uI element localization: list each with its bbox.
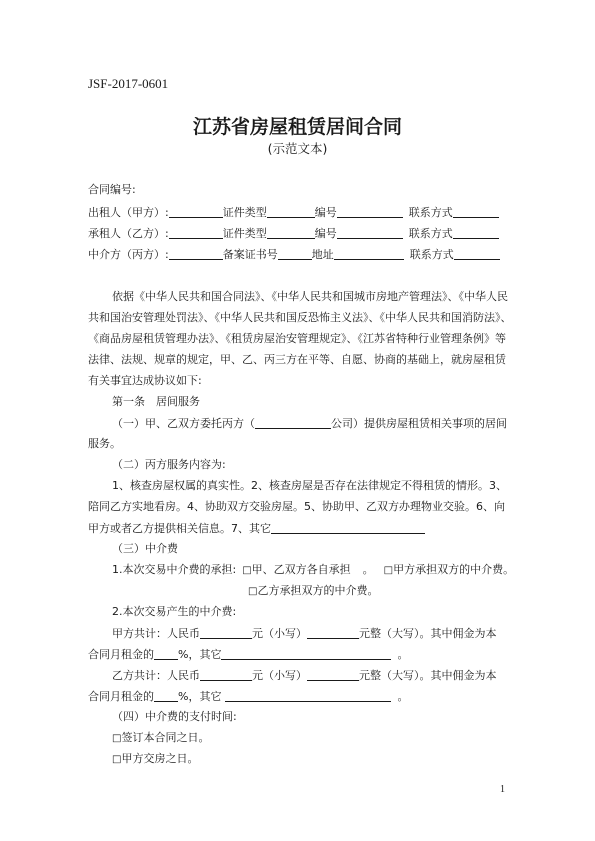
commission-mid: %，其它 [178, 648, 222, 661]
preamble-line: 共和国治安管理处罚法》、《中华人民共和国反恐怖主义法》、《中华人民共和国消防法》、 [88, 311, 512, 324]
preamble-line: 《商品房屋租赁管理办法》、《租赁房屋治安管理规定》、《江苏省特种行业管理条例》等 [88, 332, 506, 345]
fee-option-dot: 。 [362, 563, 374, 576]
checkbox-icon[interactable]: □ [112, 754, 122, 765]
agent-company-blank[interactable] [255, 416, 331, 429]
party-b-fee-lower-blank[interactable] [200, 668, 252, 681]
party-a-fee-pre: 甲方共计：人民币 [112, 627, 200, 640]
agent-contact-label: 联系方式 [409, 248, 454, 261]
commission-pre: 合同月租金的 [88, 648, 154, 661]
payment-option-signing [112, 731, 209, 746]
lessor-name-blank[interactable] [169, 205, 223, 218]
clause-2-last-line [88, 521, 425, 536]
checkbox-icon[interactable]: □ [242, 565, 252, 576]
fee-amount-heading: 2.本次交易产生的中介费: [112, 605, 237, 618]
checkbox-icon[interactable]: □ [248, 586, 258, 597]
fee-option-party-b-line [248, 584, 378, 599]
party-a-fee-post: 元整（大写）。其中佣金为本 [359, 627, 497, 640]
clause-4-heading: （四）中介费的支付时间: [112, 710, 237, 723]
party-a-fee-lower-blank[interactable] [200, 626, 252, 639]
clause-2-line: 陪同乙方实地看房。4、协助双方交验房屋。5、协助甲、乙双方办理物业交验。6、向 [88, 500, 505, 513]
party-b-fee-upper-blank[interactable] [307, 668, 359, 681]
party-a-commission-line [88, 647, 408, 662]
party-b-fee-post: 元整（大写）。其中佣金为本 [359, 669, 497, 682]
clause-3-heading: （三）中介费 [112, 542, 178, 555]
clause-1-post: 公司）提供房屋租赁相关事项的居间 [331, 417, 507, 430]
lessor-id-number-blank[interactable] [337, 205, 403, 218]
payment-option-handover-label: 甲方交房之日。 [121, 752, 199, 765]
clause-1-line [112, 416, 507, 431]
agent-address-label: 地址 [311, 248, 334, 261]
agent-contact-blank[interactable] [454, 247, 500, 260]
lessee-id-type-blank[interactable] [267, 226, 315, 239]
other-services-blank[interactable] [271, 521, 425, 534]
party-a-fee-upper-blank[interactable] [307, 626, 359, 639]
agent-label: 中介方（丙方）: [88, 248, 169, 261]
clause-1-continuation: 服务。 [88, 437, 121, 450]
party-a-fee-mid: 元（小写） [252, 627, 307, 640]
commission-mid: %，其它 [178, 690, 222, 703]
clause-2-heading: （二）丙方服务内容为: [112, 458, 226, 471]
commission-pre: 合同月租金的 [88, 690, 154, 703]
lessee-id-type-label: 证件类型 [222, 227, 267, 240]
lessor-contact-blank[interactable] [453, 205, 499, 218]
page-number: 1 [500, 784, 505, 795]
lessee-row [88, 226, 499, 241]
fee-option-each: 甲、乙双方各自承担 [251, 563, 351, 576]
lessee-name-blank[interactable] [169, 226, 223, 239]
agent-name-blank[interactable] [169, 247, 223, 260]
checkbox-icon[interactable]: □ [383, 565, 394, 576]
lessee-id-number-label: 编号 [314, 227, 337, 240]
agent-address-blank[interactable] [334, 247, 404, 260]
article-1-heading: 第一条 居间服务 [112, 395, 200, 408]
checkbox-icon[interactable]: □ [112, 733, 122, 744]
commission-end: 。 [397, 690, 409, 703]
lessee-contact-label: 联系方式 [408, 227, 453, 240]
party-b-fee-mid: 元（小写） [252, 669, 307, 682]
preamble-line: 法律、法规、规章的规定，甲、乙、丙三方在平等、自愿、协商的基础上，就房屋租赁 [88, 353, 506, 366]
fee-bearing-label: 1.本次交易中介费的承担: [112, 563, 237, 576]
lessee-contact-blank[interactable] [453, 226, 499, 239]
agent-row [88, 247, 500, 262]
party-b-commission-percent-blank[interactable] [154, 689, 178, 702]
fee-bearing-line [112, 563, 514, 578]
agent-license-blank[interactable] [278, 247, 312, 260]
lessee-label: 承租人（乙方）: [88, 227, 169, 240]
payment-option-handover [112, 752, 198, 767]
party-a-commission-percent-blank[interactable] [154, 647, 178, 660]
clause-1-pre: （一）甲、乙双方委托丙方（ [112, 417, 255, 430]
fee-option-party-a: 甲方承担双方的中介费。 [393, 563, 515, 576]
lessor-id-type-blank[interactable] [267, 205, 315, 218]
party-a-other-blank[interactable] [221, 647, 391, 660]
contract-subtitle: (示范文本) [267, 141, 328, 156]
lessee-id-number-blank[interactable] [337, 226, 403, 239]
preamble-line: 有关事宜达成协议如下: [88, 374, 202, 387]
document-number: JSF-2017-0601 [88, 76, 169, 91]
lessor-row [88, 205, 499, 220]
lessor-id-number-label: 编号 [314, 206, 337, 219]
payment-option-signing-label: 签订本合同之日。 [121, 731, 210, 744]
lessor-label: 出租人（甲方）: [88, 206, 169, 219]
lessor-id-type-label: 证件类型 [222, 206, 267, 219]
agent-license-label: 备案证书号 [222, 248, 278, 261]
party-b-commission-line [88, 689, 408, 704]
clause-2-line: 1、核查房屋权属的真实性。2、核查房屋是否存在法律规定不得租赁的情形。3、 [112, 479, 507, 492]
contract-number-label: 合同编号: [88, 183, 136, 196]
clause-2-last-text: 甲方或者乙方提供相关信息。7、其它 [88, 522, 271, 535]
party-b-other-blank[interactable] [225, 689, 391, 702]
party-b-fee-pre: 乙方共计：人民币 [112, 669, 200, 682]
contract-title: 江苏省房屋租赁居间合同 [192, 116, 402, 138]
fee-option-party-b: 乙方承担双方的中介费。 [257, 584, 379, 597]
preamble-line: 依据《中华人民共和国合同法》、《中华人民共和国城市房地产管理法》、《中华人民 [112, 290, 508, 303]
commission-end: 。 [397, 648, 409, 661]
party-b-fee-line [112, 668, 497, 683]
party-a-fee-line [112, 626, 497, 641]
lessor-contact-label: 联系方式 [408, 206, 453, 219]
